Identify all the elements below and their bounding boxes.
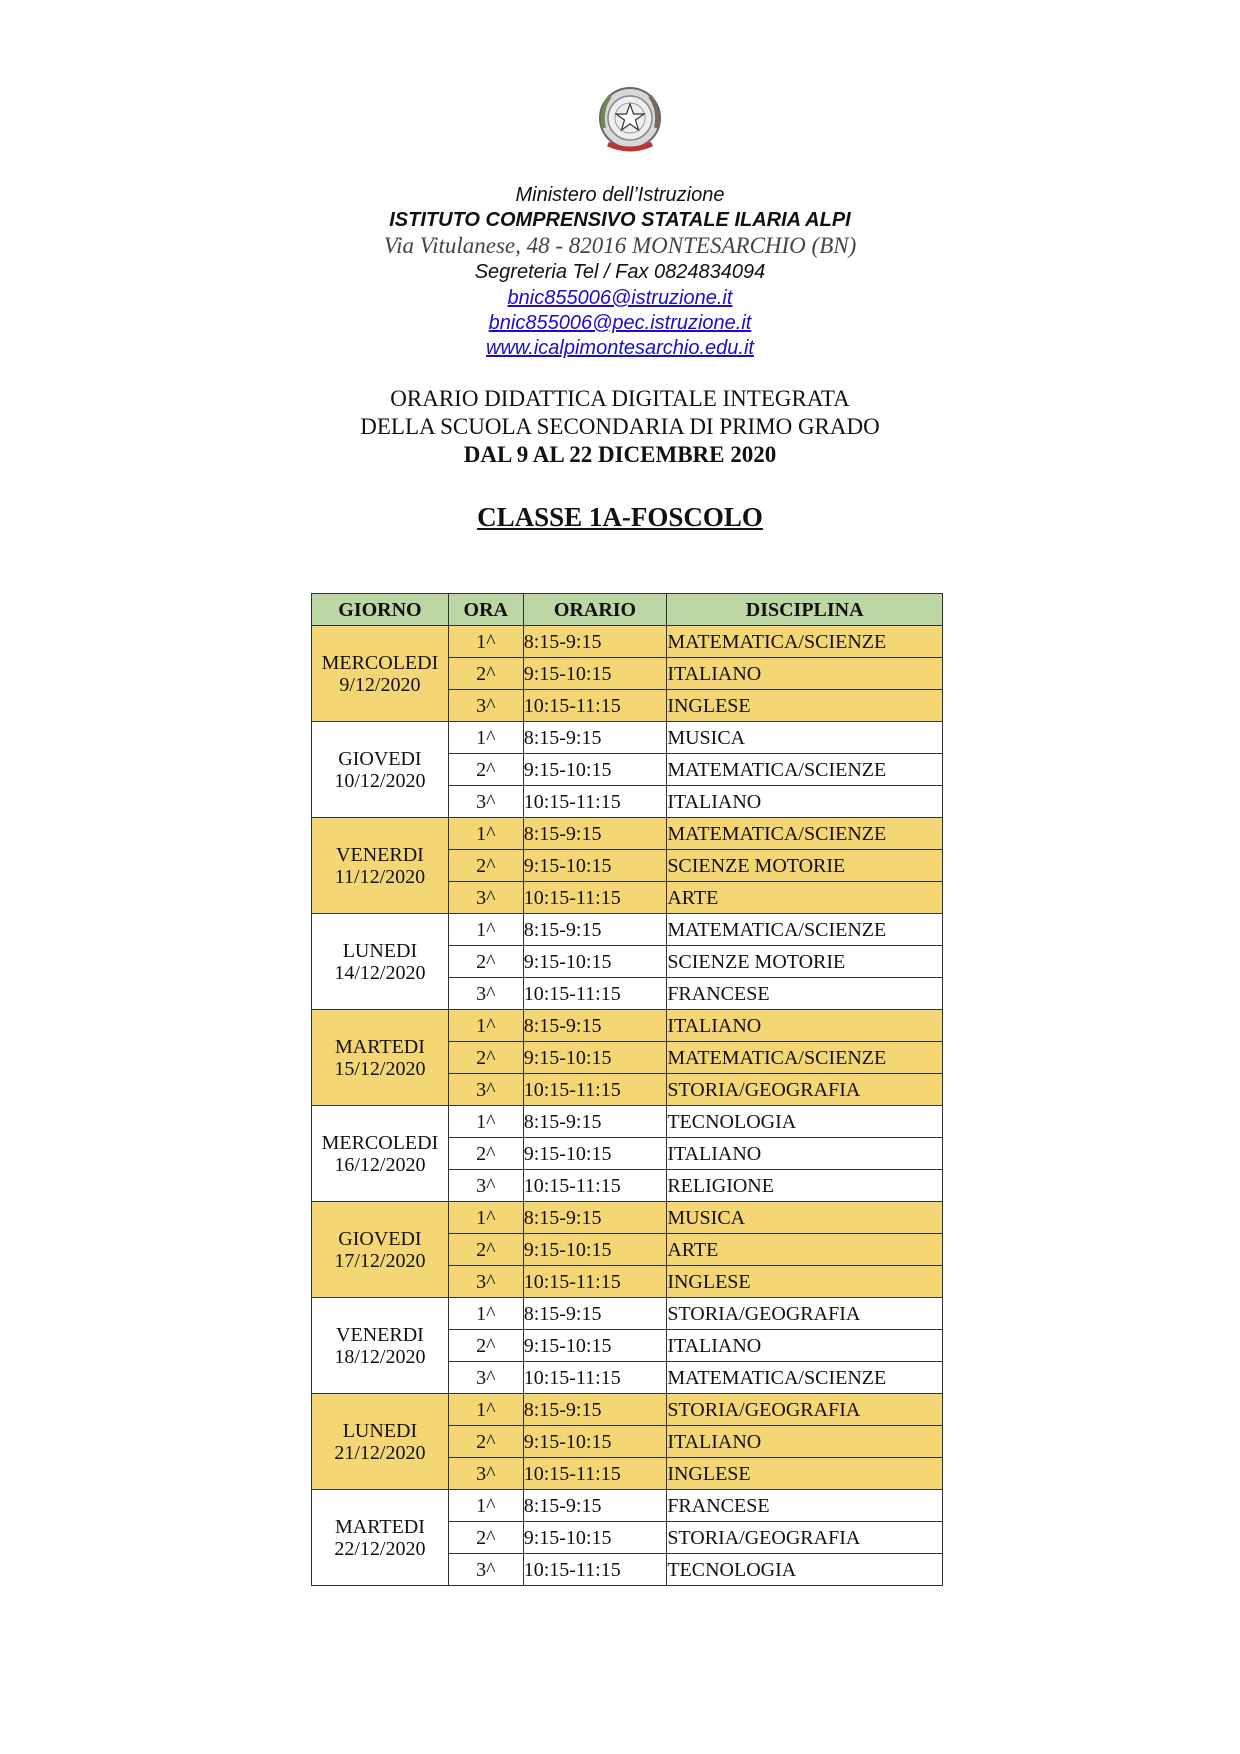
table-header-row [312, 594, 943, 626]
day-name: MERCOLEDI [321, 1131, 439, 1154]
time-cell: 10:15-11:15 [523, 1170, 667, 1202]
ora-cell: 2^ [448, 946, 523, 978]
time-cell: 10:15-11:15 [523, 1266, 667, 1298]
subject-cell: ITALIANO [667, 1010, 943, 1042]
time-cell: 8:15-9:15 [523, 626, 667, 658]
column-header-ora: ORA [448, 594, 523, 626]
day-name: GIOVEDI [338, 747, 422, 770]
table-row [312, 626, 943, 658]
day-name: GIOVEDI [338, 1227, 422, 1250]
day-date: 10/12/2020 [334, 769, 426, 792]
time-cell: 10:15-11:15 [523, 1074, 667, 1106]
ora-cell: 2^ [448, 1234, 523, 1266]
day-cell [312, 1394, 449, 1490]
subject-cell: STORIA/GEOGRAFIA [667, 1298, 943, 1330]
class-title: CLASSE 1A-FOSCOLO [477, 502, 763, 532]
time-cell: 10:15-11:15 [523, 786, 667, 818]
subject-cell: TECNOLOGIA [667, 1554, 943, 1586]
time-cell: 8:15-9:15 [523, 1298, 667, 1330]
school-phone: Segreteria Tel / Fax 0824834094 [474, 261, 766, 283]
pec-link[interactable]: bnic855006@pec.istruzione.it [488, 312, 752, 334]
ora-cell: 2^ [448, 850, 523, 882]
subject-cell: INGLESE [667, 690, 943, 722]
ora-cell: 1^ [448, 1106, 523, 1138]
table-row [312, 1106, 943, 1138]
time-cell: 10:15-11:15 [523, 1458, 667, 1490]
table-row [312, 914, 943, 946]
website-link[interactable]: www.icalpimontesarchio.edu.it [486, 337, 754, 359]
day-date: 15/12/2020 [334, 1057, 426, 1080]
time-cell: 8:15-9:15 [523, 1202, 667, 1234]
school-address: Via Vitulanese, 48 - 82016 MONTESARCHIO (BN) [383, 233, 857, 258]
day-date: 14/12/2020 [334, 961, 426, 984]
subject-cell: RELIGIONE [667, 1170, 943, 1202]
subject-cell: FRANCESE [667, 1490, 943, 1522]
column-header-giorno: GIORNO [312, 594, 449, 626]
day-cell [312, 914, 449, 1010]
subject-cell: ITALIANO [667, 658, 943, 690]
subject-cell: MUSICA [667, 722, 943, 754]
day-name: MARTEDI [334, 1515, 425, 1538]
day-name: MERCOLEDI [321, 651, 439, 674]
subject-cell: TECNOLOGIA [667, 1106, 943, 1138]
time-cell: 8:15-9:15 [523, 818, 667, 850]
table-row [312, 818, 943, 850]
ora-cell: 2^ [448, 1330, 523, 1362]
ora-cell: 2^ [448, 658, 523, 690]
ora-cell: 3^ [448, 1074, 523, 1106]
subject-cell: MATEMATICA/SCIENZE [667, 626, 943, 658]
time-cell: 10:15-11:15 [523, 1362, 667, 1394]
time-cell: 9:15-10:15 [523, 1330, 667, 1362]
time-cell: 8:15-9:15 [523, 1490, 667, 1522]
table-row [312, 1490, 943, 1522]
subject-cell: SCIENZE MOTORIE [667, 850, 943, 882]
table-row [312, 722, 943, 754]
time-cell: 8:15-9:15 [523, 1010, 667, 1042]
day-cell [312, 1010, 449, 1106]
time-cell: 9:15-10:15 [523, 754, 667, 786]
day-name: LUNEDI [342, 939, 418, 962]
title-line-1: ORARIO DIDATTICA DIGITALE INTEGRATA [390, 386, 850, 411]
schedule-table [311, 593, 943, 1586]
day-date: 22/12/2020 [334, 1537, 426, 1560]
subject-cell: STORIA/GEOGRAFIA [667, 1074, 943, 1106]
subject-cell: MATEMATICA/SCIENZE [667, 818, 943, 850]
ora-cell: 1^ [448, 818, 523, 850]
ora-cell: 1^ [448, 626, 523, 658]
column-header-disciplina: DISCIPLINA [667, 594, 943, 626]
ora-cell: 2^ [448, 1426, 523, 1458]
ora-cell: 1^ [448, 914, 523, 946]
school-name: ISTITUTO COMPRENSIVO STATALE ILARIA ALPI [389, 209, 851, 231]
ora-cell: 1^ [448, 1490, 523, 1522]
ora-cell: 3^ [448, 690, 523, 722]
subject-cell: STORIA/GEOGRAFIA [667, 1394, 943, 1426]
time-cell: 9:15-10:15 [523, 658, 667, 690]
ora-cell: 3^ [448, 1554, 523, 1586]
day-date: 17/12/2020 [334, 1249, 426, 1272]
ora-cell: 3^ [448, 1362, 523, 1394]
ora-cell: 2^ [448, 1042, 523, 1074]
day-cell [312, 1490, 449, 1586]
subject-cell: ARTE [667, 882, 943, 914]
day-name: LUNEDI [342, 1419, 418, 1442]
subject-cell: MATEMATICA/SCIENZE [667, 1362, 943, 1394]
subject-cell: ITALIANO [667, 1426, 943, 1458]
time-cell: 9:15-10:15 [523, 850, 667, 882]
subject-cell: ITALIANO [667, 786, 943, 818]
subject-cell: MATEMATICA/SCIENZE [667, 1042, 943, 1074]
subject-cell: MATEMATICA/SCIENZE [667, 914, 943, 946]
time-cell: 10:15-11:15 [523, 882, 667, 914]
ministry-name: Ministero dell’Istruzione [515, 184, 725, 206]
subject-cell: ARTE [667, 1234, 943, 1266]
ora-cell: 1^ [448, 1394, 523, 1426]
ora-cell: 1^ [448, 722, 523, 754]
time-cell: 10:15-11:15 [523, 1554, 667, 1586]
table-row [312, 1010, 943, 1042]
ora-cell: 3^ [448, 882, 523, 914]
subject-cell: MUSICA [667, 1202, 943, 1234]
ora-cell: 1^ [448, 1010, 523, 1042]
subject-cell: INGLESE [667, 1266, 943, 1298]
time-cell: 9:15-10:15 [523, 946, 667, 978]
ora-cell: 3^ [448, 1170, 523, 1202]
subject-cell: SCIENZE MOTORIE [667, 946, 943, 978]
table-row [312, 1202, 943, 1234]
title-line-2: DELLA SCUOLA SECONDARIA DI PRIMO GRADO [360, 414, 880, 439]
day-name: MARTEDI [334, 1035, 425, 1058]
ora-cell: 1^ [448, 1202, 523, 1234]
day-cell [312, 626, 449, 722]
day-name: VENERDI [336, 843, 424, 866]
ora-cell: 3^ [448, 1458, 523, 1490]
table-row [312, 1298, 943, 1330]
time-cell: 9:15-10:15 [523, 1042, 667, 1074]
time-cell: 9:15-10:15 [523, 1426, 667, 1458]
column-header-orario: ORARIO [523, 594, 667, 626]
time-cell: 9:15-10:15 [523, 1522, 667, 1554]
day-date: 11/12/2020 [334, 865, 426, 888]
time-cell: 9:15-10:15 [523, 1234, 667, 1266]
day-cell [312, 818, 449, 914]
subject-cell: STORIA/GEOGRAFIA [667, 1522, 943, 1554]
ora-cell: 3^ [448, 1266, 523, 1298]
ora-cell: 3^ [448, 978, 523, 1010]
time-cell: 9:15-10:15 [523, 1138, 667, 1170]
day-date: 21/12/2020 [334, 1441, 426, 1464]
ora-cell: 2^ [448, 1522, 523, 1554]
republic-emblem-icon [590, 80, 670, 160]
time-cell: 8:15-9:15 [523, 1106, 667, 1138]
table-row [312, 1394, 943, 1426]
day-name: VENERDI [336, 1323, 424, 1346]
time-cell: 8:15-9:15 [523, 914, 667, 946]
subject-cell: INGLESE [667, 1458, 943, 1490]
ora-cell: 2^ [448, 1138, 523, 1170]
time-cell: 8:15-9:15 [523, 1394, 667, 1426]
ora-cell: 1^ [448, 1298, 523, 1330]
day-cell [312, 722, 449, 818]
day-date: 16/12/2020 [334, 1153, 426, 1176]
subject-cell: MATEMATICA/SCIENZE [667, 754, 943, 786]
time-cell: 10:15-11:15 [523, 978, 667, 1010]
day-cell [312, 1202, 449, 1298]
day-cell [312, 1106, 449, 1202]
time-cell: 8:15-9:15 [523, 722, 667, 754]
ora-cell: 3^ [448, 786, 523, 818]
day-date: 18/12/2020 [334, 1345, 426, 1368]
email-link[interactable]: bnic855006@istruzione.it [507, 287, 733, 309]
day-date: 9/12/2020 [339, 673, 421, 696]
subject-cell: ITALIANO [667, 1330, 943, 1362]
title-date-range: DAL 9 AL 22 DICEMBRE 2020 [463, 442, 777, 467]
subject-cell: ITALIANO [667, 1138, 943, 1170]
ora-cell: 2^ [448, 754, 523, 786]
day-cell [312, 1298, 449, 1394]
subject-cell: FRANCESE [667, 978, 943, 1010]
time-cell: 10:15-11:15 [523, 690, 667, 722]
